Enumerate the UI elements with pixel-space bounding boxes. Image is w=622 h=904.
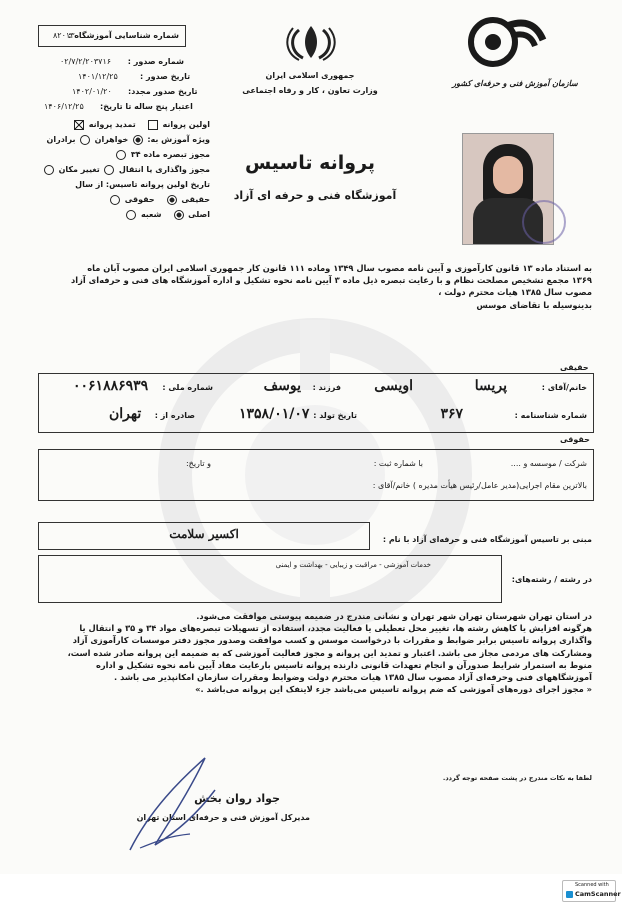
national-id-label: شماره ملی : [162, 383, 213, 392]
body-line-3: ومشارکت های مردمی مجاز می باشد. اعتبار و تمدید این پروانه و مجوز فعالیت آموزشی که به ضمیمه این پروانه صادر شده است، [67, 647, 592, 658]
validity-date: ۱۴۰۶/۱۲/۲۵ [44, 102, 84, 111]
preamble [32, 262, 592, 311]
main-radio[interactable] [174, 210, 184, 220]
type-row-1 [90, 194, 210, 205]
renewal-checkbox[interactable] [74, 120, 84, 130]
ceo-label: بالاترین مقام اجرایی(مدیر عامل/رئیس هیأت مدیره ) خانم/آقای : [372, 481, 587, 490]
article34-row [50, 149, 210, 160]
body-text [32, 610, 592, 695]
relocate-radio[interactable] [44, 165, 54, 175]
real-radio[interactable] [167, 195, 177, 205]
branch-label: شعبه [140, 210, 162, 219]
id-number: ۳۶۷ [440, 406, 463, 422]
first-name: پریسا [474, 378, 507, 394]
company-label: شرکت / موسسه و .... [510, 459, 587, 468]
photo-stamp [522, 200, 566, 244]
handwritten-signature [110, 750, 230, 860]
transfer-label: مجوز واگذاری یا انتقال [118, 165, 210, 174]
license-id-box [38, 25, 186, 47]
address-line: در استان تهران شهرستان تهران شهر تهران و نشانی مندرج در ضمیمه پیوستی موافقت می‌شود. [196, 611, 592, 621]
body-line-5: آموزشگاههای فنی وحرفه‌ای آزاد مصوب سال ۱۳۸۵ هیات محترم دولت وضوابط ومقررات سازمان امکانپذیر می باشد . [114, 672, 592, 683]
license-id-value: ۸۲۰۱۳ [53, 31, 75, 40]
child-label: فرزند : [312, 383, 341, 392]
scanned-with-text: Scanned with [575, 882, 609, 888]
school-name: اکسیر سلامت [169, 527, 239, 541]
issued-from: تهران [109, 406, 142, 422]
issued-from-label: صادره از : [154, 411, 195, 420]
photo-face [493, 156, 523, 194]
first-license-label: اولین پروانه [162, 120, 210, 129]
father-name: یوسف [263, 378, 301, 394]
article34-label: مجوز تبصره ماده ۳۴ [130, 150, 210, 159]
issue-number-label: شماره صدور : [127, 57, 184, 66]
license-id-label: شماره شناسایی آموزشگاه : [68, 31, 179, 40]
preamble-line-4: بدینوسیله با تقاضای موسس [476, 299, 592, 310]
fields-value: خدمات آموزشی - مراقبت و زیبایی - بهداشت و ایمنی [275, 561, 431, 569]
body-line-1: هرگونه افزایش یا کاهش رشته ها، تغییر محل تعطیلی یا فعالیت مجدد، استفاده از تسهیلات تبصره‌های مواد ۳۴ و ۳۵ و انتقال یا [79, 623, 592, 634]
preamble-line-3: مصوب سال ۱۳۸۵ هیات محترم دولت ، [438, 287, 592, 298]
renewal-label: تمدید پروانه [88, 120, 136, 129]
reg-no-label: با شماره ثبت : [373, 459, 423, 468]
article34-radio[interactable] [116, 150, 126, 160]
iran-emblem-icon [285, 22, 337, 62]
signatory-title: مدیرکل آموزش فنی و حرفه‌ای استان تهران [136, 813, 310, 822]
transfer-radio[interactable] [104, 165, 114, 175]
document-title: پروانه تاسیس [244, 152, 376, 174]
relocate-label: تغییر مکان [58, 165, 100, 174]
preamble-line-1: به استناد ماده ۱۳ قانون کارآموزی و آیین نامه مصوب سال ۱۳۴۹ وماده ۱۱۱ قانون کار جمهوری اسلامی ایران مصوب آبان ماه [87, 263, 592, 273]
main-label: اصلی [188, 210, 210, 219]
legal-date-label: و تاریخ: [185, 459, 211, 468]
republic-text: جمهوری اسلامی ایران [265, 71, 355, 80]
reissue-date: ۱۴۰۲/۰۱/۲۰ [72, 87, 112, 96]
gender-row [46, 134, 210, 145]
org-name: سازمان آموزش فنی و حرفه‌ای کشور [452, 79, 578, 88]
real-label: حقیقی [181, 195, 210, 204]
preamble-line-2: ۱۳۶۹ مجمع تشخیص مصلحت نظام و با رعایت تبصره ذیل ماده ۳ آیین نامه نحوه تشکیل و اداره آموزشگاه های فنی و حرفه‌ای آزاد [71, 275, 592, 286]
legal-radio[interactable] [110, 195, 120, 205]
name-label: خانم/آقای : [541, 383, 587, 392]
document-subtitle: آموزشگاه فنی و حرفه ای آزاد [233, 189, 397, 202]
branch-radio[interactable] [126, 210, 136, 220]
gender-label: ویژه آموزش به: [147, 135, 210, 144]
ministry-text: وزارت تعاون ، کار و رفاه اجتماعی [242, 86, 378, 95]
fields-box [38, 555, 502, 603]
legal-label: حقوقی [124, 195, 155, 204]
signatory-name: جواد روان بخش [194, 792, 280, 805]
issue-date: ۱۴۰۱/۱۲/۲۵ [78, 72, 118, 81]
footer-strip [0, 874, 622, 904]
legal-person-box [38, 449, 594, 501]
back-page-note: لطفا به نکات مندرج در پشت صفحه توجه گردد. [442, 774, 592, 782]
tvto-logo-icon [463, 10, 553, 70]
body-line-4: منوط به استمرار شرایط صدورآن و انجام تعهدات قانونی دارنده پروانه تاسیس بارعایت مفاد آیین نامه نحوه تشکیل و اداره [96, 659, 592, 670]
school-name-box [38, 522, 370, 550]
camscanner-badge [562, 880, 621, 902]
license-type-row [50, 119, 210, 130]
issue-date-label: تاریخ صدور : [140, 72, 191, 81]
school-name-label: مبنی بر تاسیس آموزشگاه فنی و حرفه‌ای آزاد با نام : [382, 535, 592, 544]
real-person-box [38, 373, 594, 433]
camscanner-text: CamScanner [575, 890, 621, 898]
brothers-radio[interactable] [80, 135, 90, 145]
first-license-checkbox[interactable] [148, 120, 158, 130]
id-number-label: شماره شناسنامه : [514, 411, 587, 420]
national-id: ۰۰۶۱۸۸۶۹۳۹ [73, 378, 149, 394]
fields-label: در رشته / رشته‌های: [511, 575, 592, 584]
brothers-label: برادران [46, 135, 76, 144]
sisters-radio[interactable] [133, 135, 143, 145]
body-line-2: واگذاری پروانه تاسیس برابر ضوابط و مقررات با درخواست موسس و کسب موافقت وصدور مجوز دفتر موسسات کارآموزی آزاد [72, 635, 592, 646]
sisters-label: خواهران [94, 135, 129, 144]
camscanner-icon [566, 891, 573, 898]
birth-date: ۱۳۵۸/۰۱/۰۷ [239, 406, 310, 422]
type-row-2 [90, 209, 210, 220]
first-date-label: تاریخ اولین پروانه تاسیس: از سال [75, 180, 210, 189]
legal-section-label: حقوقی [560, 435, 590, 444]
transfer-row [50, 164, 210, 175]
validity-label: اعتبار پنج ساله تا تاریخ: [100, 102, 193, 111]
issue-number: ۰۲/۷/۲/۲۰۳۷۱۶ [60, 57, 112, 66]
last-name: اویسی [374, 378, 413, 394]
body-line-6: « مجوز اجرای دوره‌های آموزشی که ضم پروانه تاسیس می‌باشد جزء لاینفک این پروانه می‌باشد .» [195, 684, 592, 695]
reissue-label: تاریخ صدور مجدد: [128, 87, 198, 96]
real-section-label: حقیقی [560, 363, 589, 372]
birth-date-label: تاریخ تولد : [313, 411, 357, 420]
